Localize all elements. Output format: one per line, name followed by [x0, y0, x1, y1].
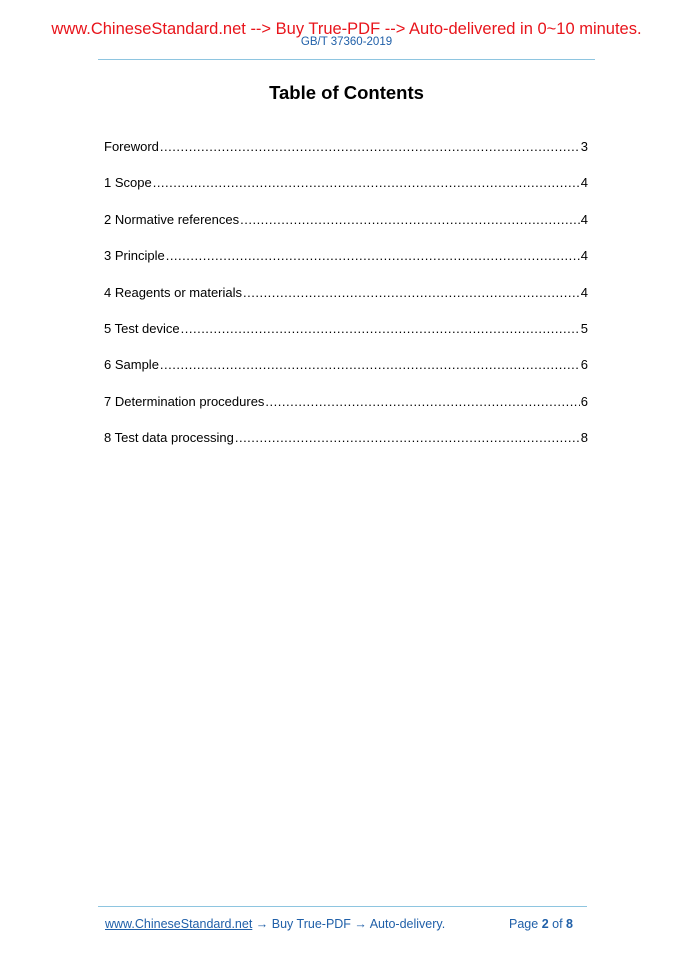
toc-entry-page: 4	[580, 211, 588, 227]
toc-entry-label: 2 Normative references	[104, 211, 240, 227]
document-code: GB/T 37360-2019	[300, 36, 393, 48]
toc-entry-page: 3	[580, 139, 588, 154]
toc-title: Table of Contents	[269, 82, 424, 103]
toc-dot-leader	[153, 175, 580, 191]
toc-entry-page: 4	[580, 248, 588, 264]
toc-dot-leader	[243, 285, 580, 301]
toc-entry-page: 4	[580, 284, 588, 300]
toc-entry-label: 1 Scope	[104, 175, 152, 191]
toc-dot-leader	[160, 139, 580, 155]
toc-entry-page: 4	[580, 175, 588, 191]
footer-divider	[98, 906, 587, 907]
promo-banner: www.ChineseStandard.net --> Buy True-PDF --> Auto-delivered in 0~10 minutes.	[51, 20, 642, 38]
header-divider	[98, 59, 595, 60]
current-page-number: 2	[541, 917, 549, 931]
toc-entry-reagents[interactable]	[104, 285, 588, 321]
toc-entry-test-device[interactable]	[104, 321, 588, 357]
toc-dot-leader	[240, 212, 580, 228]
toc-entry-label: 6 Sample	[104, 357, 159, 373]
toc-entry-label: 3 Principle	[104, 248, 165, 264]
toc-dot-leader	[181, 321, 580, 337]
page-indicator	[509, 917, 573, 932]
toc-entry-page: 5	[580, 320, 588, 336]
toc-dot-leader	[160, 357, 580, 373]
toc-entry-label: 8 Test data processing	[104, 430, 234, 446]
toc-entry-label: 4 Reagents or materials	[104, 284, 243, 300]
toc-dot-leader	[265, 394, 579, 410]
toc-entry-page: 8	[580, 430, 588, 446]
toc-entry-principle[interactable]	[104, 248, 588, 284]
toc-dot-leader	[166, 248, 580, 264]
toc-entry-scope[interactable]	[104, 175, 588, 211]
footer-website-link[interactable]: www.ChineseStandard.net	[105, 917, 253, 931]
toc-list	[104, 139, 588, 467]
toc-dot-leader	[235, 430, 580, 446]
toc-entry-foreword[interactable]	[104, 139, 588, 175]
toc-entry-test-data-processing[interactable]	[104, 430, 588, 466]
page-word: Page	[509, 917, 539, 931]
toc-entry-sample[interactable]	[104, 357, 588, 393]
toc-entry-normative-references[interactable]	[104, 212, 588, 248]
toc-entry-label: 5 Test device	[104, 320, 180, 336]
footer-promo	[105, 917, 445, 932]
toc-entry-label: 7 Determination procedures	[104, 393, 265, 409]
toc-entry-page: 6	[580, 357, 588, 373]
total-pages-number: 8	[566, 917, 573, 931]
footer-promo-text: → Buy True-PDF → Auto-delivery.	[252, 917, 446, 931]
toc-entry-page: 6	[580, 393, 588, 409]
toc-entry-label: Foreword	[104, 139, 159, 154]
toc-entry-determination-procedures[interactable]	[104, 394, 588, 430]
of-word: of	[552, 917, 563, 931]
